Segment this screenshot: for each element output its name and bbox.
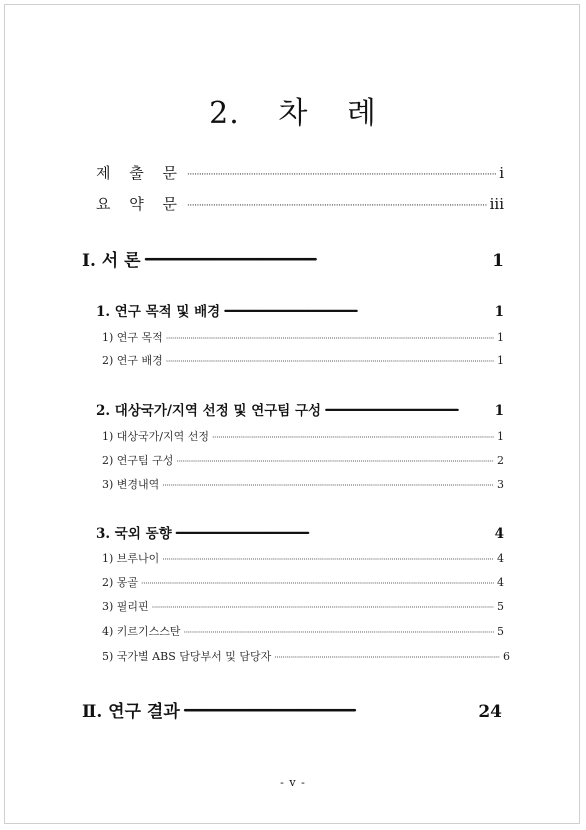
toc-label: 1) 대상국가/지역 선정 — [102, 430, 209, 443]
leader-dots — [166, 329, 494, 345]
leader-dots — [176, 452, 494, 468]
toc-page: 5 — [497, 625, 504, 638]
leader-dots — [187, 193, 487, 214]
toc-sub-3-5[interactable] — [102, 648, 510, 664]
toc-sub-3-3[interactable] — [102, 598, 504, 614]
toc-sub-3-1[interactable] — [102, 550, 504, 566]
toc-label: 요 약 문 — [96, 195, 185, 213]
toc-label: 3) 변경내역 — [102, 478, 160, 491]
toc-sub-1-2[interactable] — [102, 352, 504, 368]
leader-dots — [175, 522, 492, 542]
page-title: 2. 차 례 — [209, 96, 377, 131]
toc-label: 4) 키르기스스탄 — [102, 625, 181, 638]
leader-dots — [141, 574, 494, 590]
toc-chapter-intro[interactable] — [82, 246, 504, 271]
toc-page: 1 — [497, 331, 504, 344]
toc-label: 제 출 문 — [96, 164, 185, 182]
toc-label: 3) 필리핀 — [102, 600, 149, 613]
toc-entry-summary[interactable] — [96, 193, 504, 214]
toc-label: 3. 국외 동향 — [96, 526, 172, 542]
toc-label: 1. 연구 목적 및 배경 — [96, 304, 221, 320]
toc-label: 1) 연구 목적 — [102, 331, 163, 344]
toc-page: 4 — [497, 552, 504, 565]
toc-chapter-results[interactable] — [82, 697, 502, 722]
toc-label: 2) 연구 배경 — [102, 354, 163, 367]
leader-dots — [274, 648, 500, 664]
toc-section-3[interactable] — [96, 522, 504, 542]
leader-dots — [162, 476, 494, 492]
leader-dots — [162, 550, 494, 566]
leader-dots — [324, 399, 491, 419]
toc-label: I. 서 론 — [82, 251, 141, 271]
toc-label: 2. 대상국가/지역 선정 및 연구팀 구성 — [96, 403, 322, 419]
toc-page: 4 — [497, 576, 504, 589]
toc-sub-2-1[interactable] — [102, 428, 504, 444]
toc-page: i — [499, 164, 504, 182]
toc-entry-submission[interactable] — [96, 162, 504, 183]
toc-label: Ⅱ. 연구 결과 — [82, 702, 180, 722]
toc-section-2[interactable] — [96, 399, 504, 419]
leader-dots — [152, 598, 494, 614]
toc-page: 5 — [497, 600, 504, 613]
leader-dots — [144, 246, 490, 271]
toc-sub-2-2[interactable] — [102, 452, 504, 468]
toc-page: iii — [489, 195, 504, 213]
toc-page: 3 — [497, 478, 504, 491]
leader-dots — [212, 428, 494, 444]
leader-dots — [166, 352, 494, 368]
leader-dots — [184, 623, 494, 639]
toc-sub-3-4[interactable] — [102, 623, 504, 639]
toc-page: 1 — [492, 251, 504, 271]
leader-dots — [223, 300, 491, 320]
toc-page: 1 — [497, 354, 504, 367]
toc-page: 1 — [497, 430, 504, 443]
toc-label: 5) 국가별 ABS 담당부서 및 담당자 — [102, 650, 272, 663]
toc-label: 2) 연구팀 구성 — [102, 454, 174, 467]
toc-sub-1-1[interactable] — [102, 329, 504, 345]
toc-sub-3-2[interactable] — [102, 574, 504, 590]
leader-dots — [183, 697, 476, 722]
leader-dots — [187, 162, 496, 183]
toc-page: 1 — [494, 403, 504, 419]
toc-page: 6 — [503, 650, 510, 663]
toc-section-1[interactable] — [96, 300, 504, 320]
page-number: - v - — [280, 776, 306, 789]
toc-page: 4 — [494, 526, 504, 542]
toc-page: 24 — [478, 702, 502, 722]
toc-label: 1) 브루나이 — [102, 552, 160, 565]
toc-label: 2) 몽골 — [102, 576, 139, 589]
toc-page: 1 — [494, 304, 504, 320]
toc-page: 2 — [497, 454, 504, 467]
toc-sub-2-3[interactable] — [102, 476, 504, 492]
